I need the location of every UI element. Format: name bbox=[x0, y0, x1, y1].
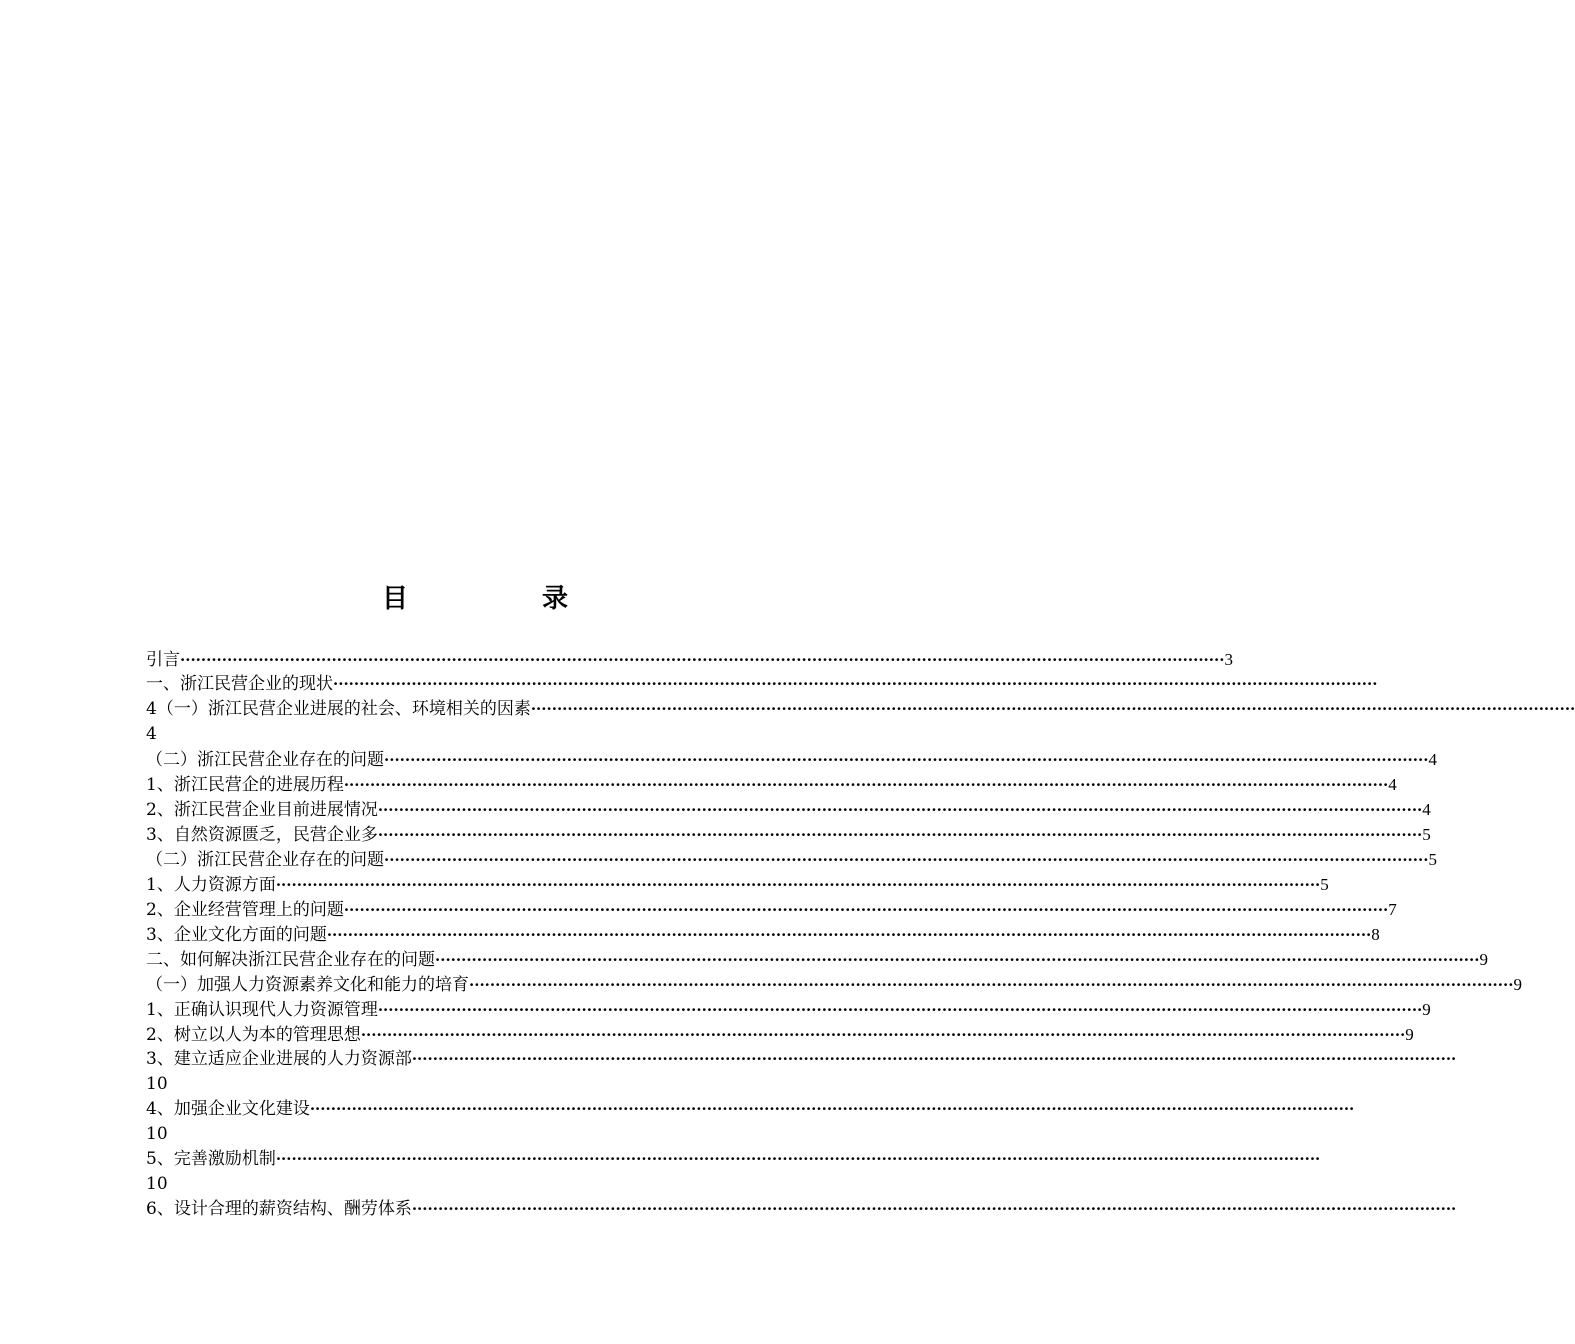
toc-entry-text: （二）浙江民营企业存在的问题 bbox=[146, 850, 384, 870]
toc-page-number: 9 bbox=[1513, 975, 1522, 994]
toc-page-number: 3 bbox=[1224, 650, 1233, 669]
toc-entry-text: 二、如何解决浙江民营企业存在的问题 bbox=[146, 950, 435, 970]
toc-leader-dots: ········································································································································································································ bbox=[326, 926, 1372, 944]
toc-page-number: 7 bbox=[1388, 900, 1397, 919]
toc-entry bbox=[146, 647, 1233, 672]
toc-leader-dots: ········································································································································································································ bbox=[275, 876, 1321, 894]
toc-entry bbox=[146, 697, 1575, 722]
toc-entry bbox=[146, 922, 1380, 947]
toc-page-number: 4 bbox=[1388, 775, 1397, 794]
toc-entry-text: 1、浙江民营企的进展历程 bbox=[146, 775, 344, 795]
toc-page-number: 9 bbox=[1405, 1025, 1414, 1044]
toc-entry-text: 2、浙江民营企业目前进展情况 bbox=[146, 800, 378, 820]
toc-entry bbox=[146, 1047, 1457, 1072]
toc-entry bbox=[146, 872, 1329, 897]
toc-leader-dots: ········································································································································································································ bbox=[309, 1100, 1355, 1118]
toc-entry-text: 10 bbox=[146, 1174, 168, 1194]
toc-leader-dots: ········································································································································································································ bbox=[384, 751, 1429, 769]
toc-entry-text: 3、自然资源匮乏，民营企业多 bbox=[146, 825, 378, 845]
toc-entry bbox=[146, 722, 806, 747]
toc-entry-text: 1、正确认识现代人力资源管理 bbox=[146, 1000, 378, 1020]
toc-entry-text: 引言 bbox=[146, 650, 180, 670]
toc-entry bbox=[146, 847, 1437, 872]
toc-page-number: 8 bbox=[1371, 925, 1380, 944]
toc-page-number: 5 bbox=[1428, 850, 1437, 869]
toc-entry bbox=[146, 797, 1431, 822]
toc-entry bbox=[146, 1097, 1355, 1122]
toc-entry bbox=[146, 1022, 1414, 1047]
toc-page-number: 9 bbox=[1479, 950, 1488, 969]
toc-entry bbox=[146, 947, 1488, 972]
toc-entry-text: 5、完善激励机制 bbox=[146, 1149, 276, 1169]
toc-leader-dots: ········································································································································································································ bbox=[180, 651, 1225, 669]
toc-entry-text: 10 bbox=[146, 1074, 168, 1094]
toc-leader-dots: ········································································································································································································ bbox=[411, 1200, 1457, 1218]
toc-entry bbox=[146, 997, 1431, 1022]
toc-leader-dots: ········································································································································································································ bbox=[275, 1150, 1321, 1168]
toc-entry-text: 1、人力资源方面 bbox=[146, 875, 276, 895]
toc-entry bbox=[146, 1122, 806, 1147]
toc-leader-dots: ········································································································································································································ bbox=[360, 1026, 1406, 1044]
toc-leader-dots: ········································································································································································································ bbox=[333, 675, 1378, 693]
toc-entry-text: 4、加强企业文化建设 bbox=[146, 1099, 310, 1119]
toc-leader-dots: ········································································································································································································ bbox=[377, 1001, 1423, 1019]
toc-entry bbox=[146, 897, 1397, 922]
toc-leader-dots: ········································································································································································································ bbox=[343, 901, 1389, 919]
toc-entry bbox=[146, 1172, 806, 1197]
toc-entry-text: 一、浙江民营企业的现状 bbox=[146, 674, 333, 694]
toc-entry-text: 3、企业文化方面的问题 bbox=[146, 925, 327, 945]
toc-entry bbox=[146, 972, 1522, 997]
toc-entry bbox=[146, 1197, 1457, 1222]
toc-title: 目 录 bbox=[381, 584, 622, 614]
toc-entry bbox=[146, 772, 1397, 797]
toc-entry-text: 6、设计合理的薪资结构、酬劳体系 bbox=[146, 1199, 412, 1219]
toc-entry-text: 3、建立适应企业进展的人力资源部 bbox=[146, 1049, 412, 1069]
toc-page-number: 4 bbox=[1422, 800, 1431, 819]
toc-leader-dots: ········································································································································································································ bbox=[435, 951, 1480, 969]
toc-entry bbox=[146, 672, 1378, 697]
toc-leader-dots: ········································································································································································································ bbox=[411, 1050, 1457, 1068]
toc-leader-dots: ········································································································································································································ bbox=[469, 976, 1514, 994]
toc-entry bbox=[146, 1147, 1321, 1172]
toc-entry bbox=[146, 822, 1431, 847]
toc-leader-dots: ········································································································································································································ bbox=[530, 700, 1575, 718]
toc-page-number: 4 bbox=[1428, 750, 1437, 769]
toc-entry-text: （一）加强人力资源素养文化和能力的培育 bbox=[146, 975, 469, 995]
toc-leader-dots: ········································································································································································································ bbox=[377, 826, 1423, 844]
toc-page-number: 9 bbox=[1422, 1000, 1431, 1019]
toc-entry bbox=[146, 1072, 806, 1097]
toc-leader-dots: ········································································································································································································ bbox=[384, 851, 1429, 869]
table-of-contents bbox=[146, 647, 1575, 1222]
toc-leader-dots: ········································································································································································································ bbox=[377, 801, 1423, 819]
toc-entry bbox=[146, 747, 1437, 772]
toc-leader-dots: ········································································································································································································ bbox=[343, 776, 1389, 794]
toc-entry-text: 2、企业经营管理上的问题 bbox=[146, 900, 344, 920]
toc-entry-text: 4 bbox=[146, 724, 157, 744]
toc-page-number: 5 bbox=[1422, 825, 1431, 844]
toc-entry-text: （二）浙江民营企业存在的问题 bbox=[146, 750, 384, 770]
toc-entry-text: 2、树立以人为本的管理思想 bbox=[146, 1025, 361, 1045]
toc-page-number: 5 bbox=[1320, 875, 1329, 894]
toc-entry-text: 4（一）浙江民营企业进展的社会、环境相关的因素 bbox=[146, 699, 531, 719]
toc-entry-text: 10 bbox=[146, 1124, 168, 1144]
